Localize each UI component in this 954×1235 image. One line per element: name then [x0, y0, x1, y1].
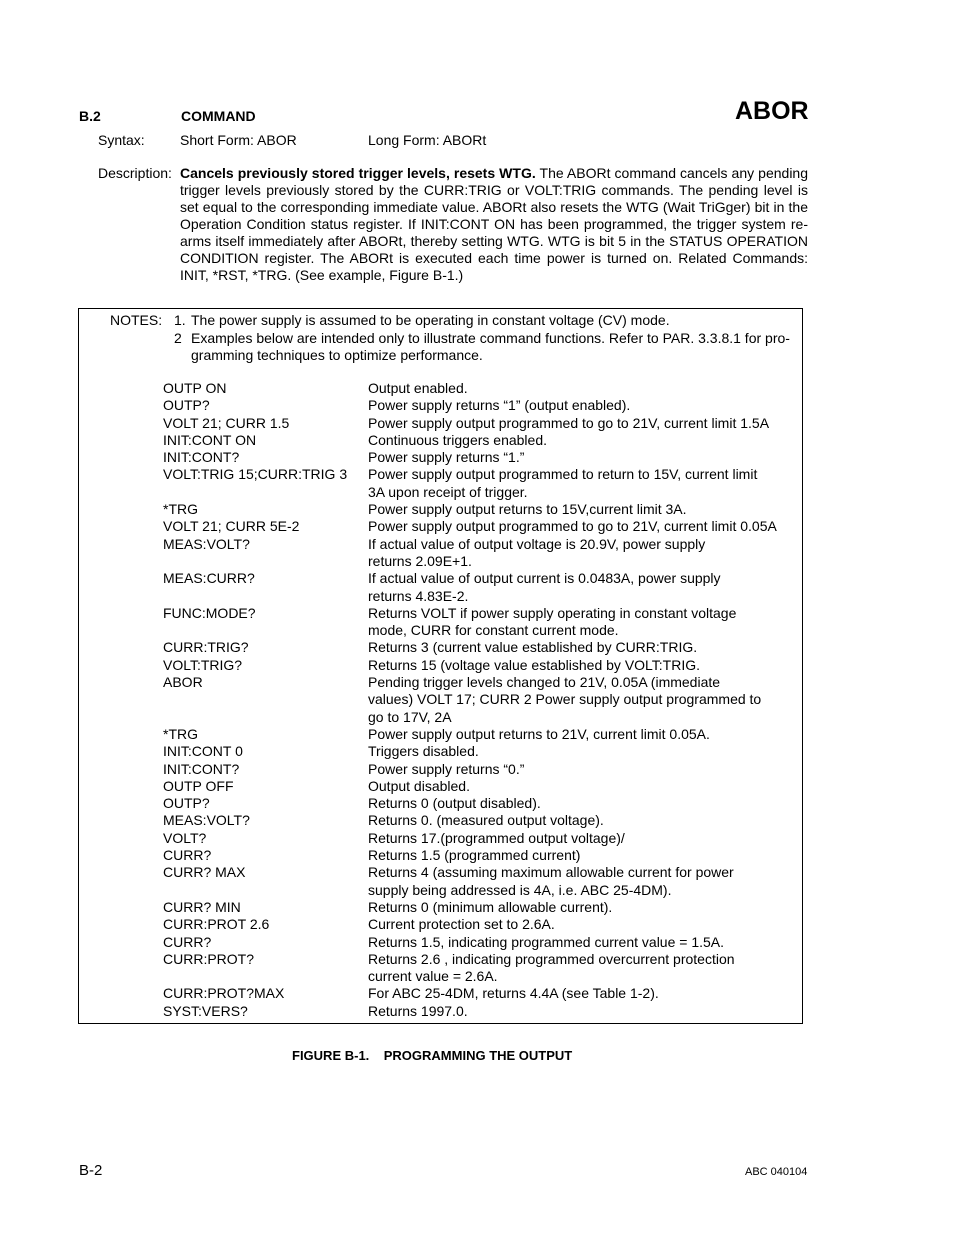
notes-label: NOTES:	[110, 312, 163, 328]
command-row	[163, 761, 793, 778]
document-id: ABC 040104	[745, 1166, 808, 1178]
syntax-short-form: Short Form: ABOR	[180, 132, 297, 148]
command-title: ABOR	[735, 97, 809, 125]
command-text: CURR:PROT 2.6	[163, 916, 270, 933]
figure-caption	[292, 1048, 572, 1063]
command-text: ABOR	[163, 674, 203, 691]
response-text: Output disabled.	[368, 777, 470, 794]
command-text: CURR? MIN	[163, 898, 241, 915]
command-text: CURR:PROT?MAX	[163, 985, 285, 1002]
command-row	[163, 1003, 793, 1020]
response-text: Triggers disabled.	[368, 743, 479, 760]
command-text: INIT:CONT 0	[163, 743, 243, 760]
response-text: Current protection set to 2.6A.	[368, 916, 555, 933]
description-lead: Cancels previously stored trigger levels, resets WTG.	[180, 165, 536, 181]
command-text: VOLT 21; CURR 1.5	[163, 414, 290, 431]
command-text: MEAS:VOLT?	[163, 812, 250, 829]
response-text: Power supply returns “1” (output enabled).	[368, 397, 631, 414]
command-text: VOLT:TRIG?	[163, 656, 243, 673]
command-text: INIT:CONT?	[163, 449, 240, 466]
response-text: Power supply output programmed to go to 21V, current limit 1.5A	[368, 414, 770, 431]
response-text: Returns 3 (current value established by CURR:TRIG.	[368, 639, 698, 656]
command-row	[163, 985, 793, 1002]
response-text: Returns 0 (output disabled).	[368, 795, 541, 812]
figure-caption-label: FIGURE B-1.	[292, 1048, 370, 1063]
command-row	[163, 795, 793, 812]
command-row	[163, 397, 793, 414]
response-text: Returns 17.(programmed output voltage)/	[368, 829, 625, 846]
command-row	[163, 899, 793, 916]
description-label: Description:	[98, 165, 172, 181]
response-text: For ABC 25-4DM, returns 4.4A (see Table 1-2).	[368, 985, 659, 1002]
description-paragraph	[180, 165, 808, 284]
command-text: CURR:PROT?	[163, 950, 255, 967]
note-text: The power supply is assumed to be operating in constant voltage (CV) mode.	[191, 312, 670, 328]
command-row	[163, 847, 793, 864]
command-text: CURR:TRIG?	[163, 639, 249, 656]
command-row	[163, 778, 793, 795]
note-number: 2	[174, 330, 182, 346]
command-row	[163, 639, 793, 656]
command-row	[163, 726, 793, 743]
command-text: SYST:VERS?	[163, 1002, 248, 1019]
command-text: CURR?	[163, 847, 212, 864]
response-text: Power supply returns “1.”	[368, 449, 525, 466]
response-text: Output enabled.	[368, 380, 468, 396]
command-row	[163, 812, 793, 829]
command-row	[163, 501, 793, 518]
command-row	[163, 830, 793, 847]
command-example-list	[163, 380, 793, 1020]
command-text: INIT:CONT?	[163, 760, 240, 777]
note-number: 1.	[174, 312, 186, 328]
section-word: COMMAND	[181, 108, 256, 124]
command-text: MEAS:VOLT?	[163, 535, 250, 552]
response-text: Returns VOLT if power supply operating in constant voltage mode, CURR for constant current mode.	[368, 604, 737, 639]
response-text: Continuous triggers enabled.	[368, 431, 548, 448]
command-row	[163, 934, 793, 951]
command-text: *TRG	[163, 501, 198, 518]
command-text: FUNC:MODE?	[163, 604, 256, 621]
response-text: If actual value of output voltage is 20.9V, power supply returns 2.09E+1.	[368, 535, 706, 569]
command-row	[163, 916, 793, 933]
command-row	[163, 518, 793, 535]
response-text: Returns 1.5, indicating programmed current value = 1.5A.	[368, 933, 725, 950]
command-row	[163, 415, 793, 432]
command-row	[163, 951, 793, 986]
command-row	[163, 743, 793, 760]
command-text: CURR? MAX	[163, 864, 246, 881]
command-row	[163, 570, 793, 605]
syntax-label: Syntax:	[98, 132, 145, 148]
command-row	[163, 536, 793, 571]
figure-caption-title: PROGRAMMING THE OUTPUT	[383, 1048, 573, 1063]
response-text: Returns 2.6 , indicating programmed overcurrent protection current value = 2.6A.	[368, 950, 735, 985]
command-text: MEAS:CURR?	[163, 570, 255, 587]
note-item	[174, 330, 794, 364]
response-text: Returns 1997.0.	[368, 1002, 468, 1019]
command-row	[163, 605, 793, 640]
command-row	[163, 864, 793, 899]
syntax-long-form: Long Form: ABORt	[368, 132, 487, 148]
command-text: *TRG	[163, 725, 198, 742]
command-text: VOLT:TRIG 15;CURR:TRIG 3	[163, 466, 348, 483]
response-text: Returns 1.5 (programmed current)	[368, 847, 581, 864]
command-text: OUTP OFF	[163, 777, 234, 794]
command-row	[163, 380, 793, 397]
response-text: Power supply returns “0.”	[368, 760, 525, 777]
page-number: B-2	[79, 1162, 103, 1179]
command-row	[163, 674, 793, 726]
command-text: VOLT?	[163, 829, 207, 846]
note-item	[174, 312, 794, 329]
command-row	[163, 449, 793, 466]
response-text: Returns 4 (assuming maximum allowable current for power supply being addressed is 4A, i.e. ABC 25-4DM).	[368, 864, 734, 898]
response-text: If actual value of output current is 0.0483A, power supply returns 4.83E-2.	[368, 570, 721, 604]
response-text: Power supply output programmed to go to 21V, current limit 0.05A	[368, 518, 777, 535]
command-text: CURR?	[163, 933, 212, 950]
command-text: OUTP?	[163, 397, 210, 414]
description-body: The ABORt command cancels any pending trigger levels previously stored by the CURR:TRIG or VOLT:TRIG commands. The pending level is set equal to the corresponding immediate value. ABORt also resets the WTG (Wait TriGger) bit in the Operation Condition status register. If INIT:CONT ON has been programmed, the trigger system re-arms itself immediately after ABORt, thereby setting WTG. WTG is bit 5 in the STATUS OPERATION CONDITION register. The ABORt is executed each time power is turned on. Related Commands: INIT, *RST, *TRG. (See example, Figure B-1.)	[180, 165, 808, 283]
response-text: Power supply output returns to 15V,current limit 3A.	[368, 501, 687, 518]
response-text: Power supply output programmed to return to 15V, current limit 3A upon receipt of trigger.	[368, 466, 758, 500]
command-row	[163, 432, 793, 449]
response-text: Returns 0. (measured output voltage).	[368, 812, 604, 829]
command-row	[163, 466, 793, 501]
response-text: Returns 0 (minimum allowable current).	[368, 898, 613, 915]
note-text: Examples below are intended only to illustrate command functions. Refer to PAR. 3.3.8.1 for pro-gramming techniques to optimize performance.	[191, 330, 790, 363]
command-text: VOLT 21; CURR 5E-2	[163, 518, 300, 535]
response-text: Returns 15 (voltage value established by VOLT:TRIG.	[368, 656, 701, 673]
response-text: Pending trigger levels changed to 21V, 0.05A (immediate values) VOLT 17; CURR 2 Power supply output programmed to go to 17V, 2A	[368, 674, 762, 725]
section-number: B.2	[79, 108, 101, 124]
command-text: INIT:CONT ON	[163, 431, 257, 448]
command-row	[163, 657, 793, 674]
response-text: Power supply output returns to 21V, current limit 0.05A.	[368, 725, 710, 742]
command-text: OUTP ON	[163, 380, 227, 396]
command-text: OUTP?	[163, 795, 210, 812]
